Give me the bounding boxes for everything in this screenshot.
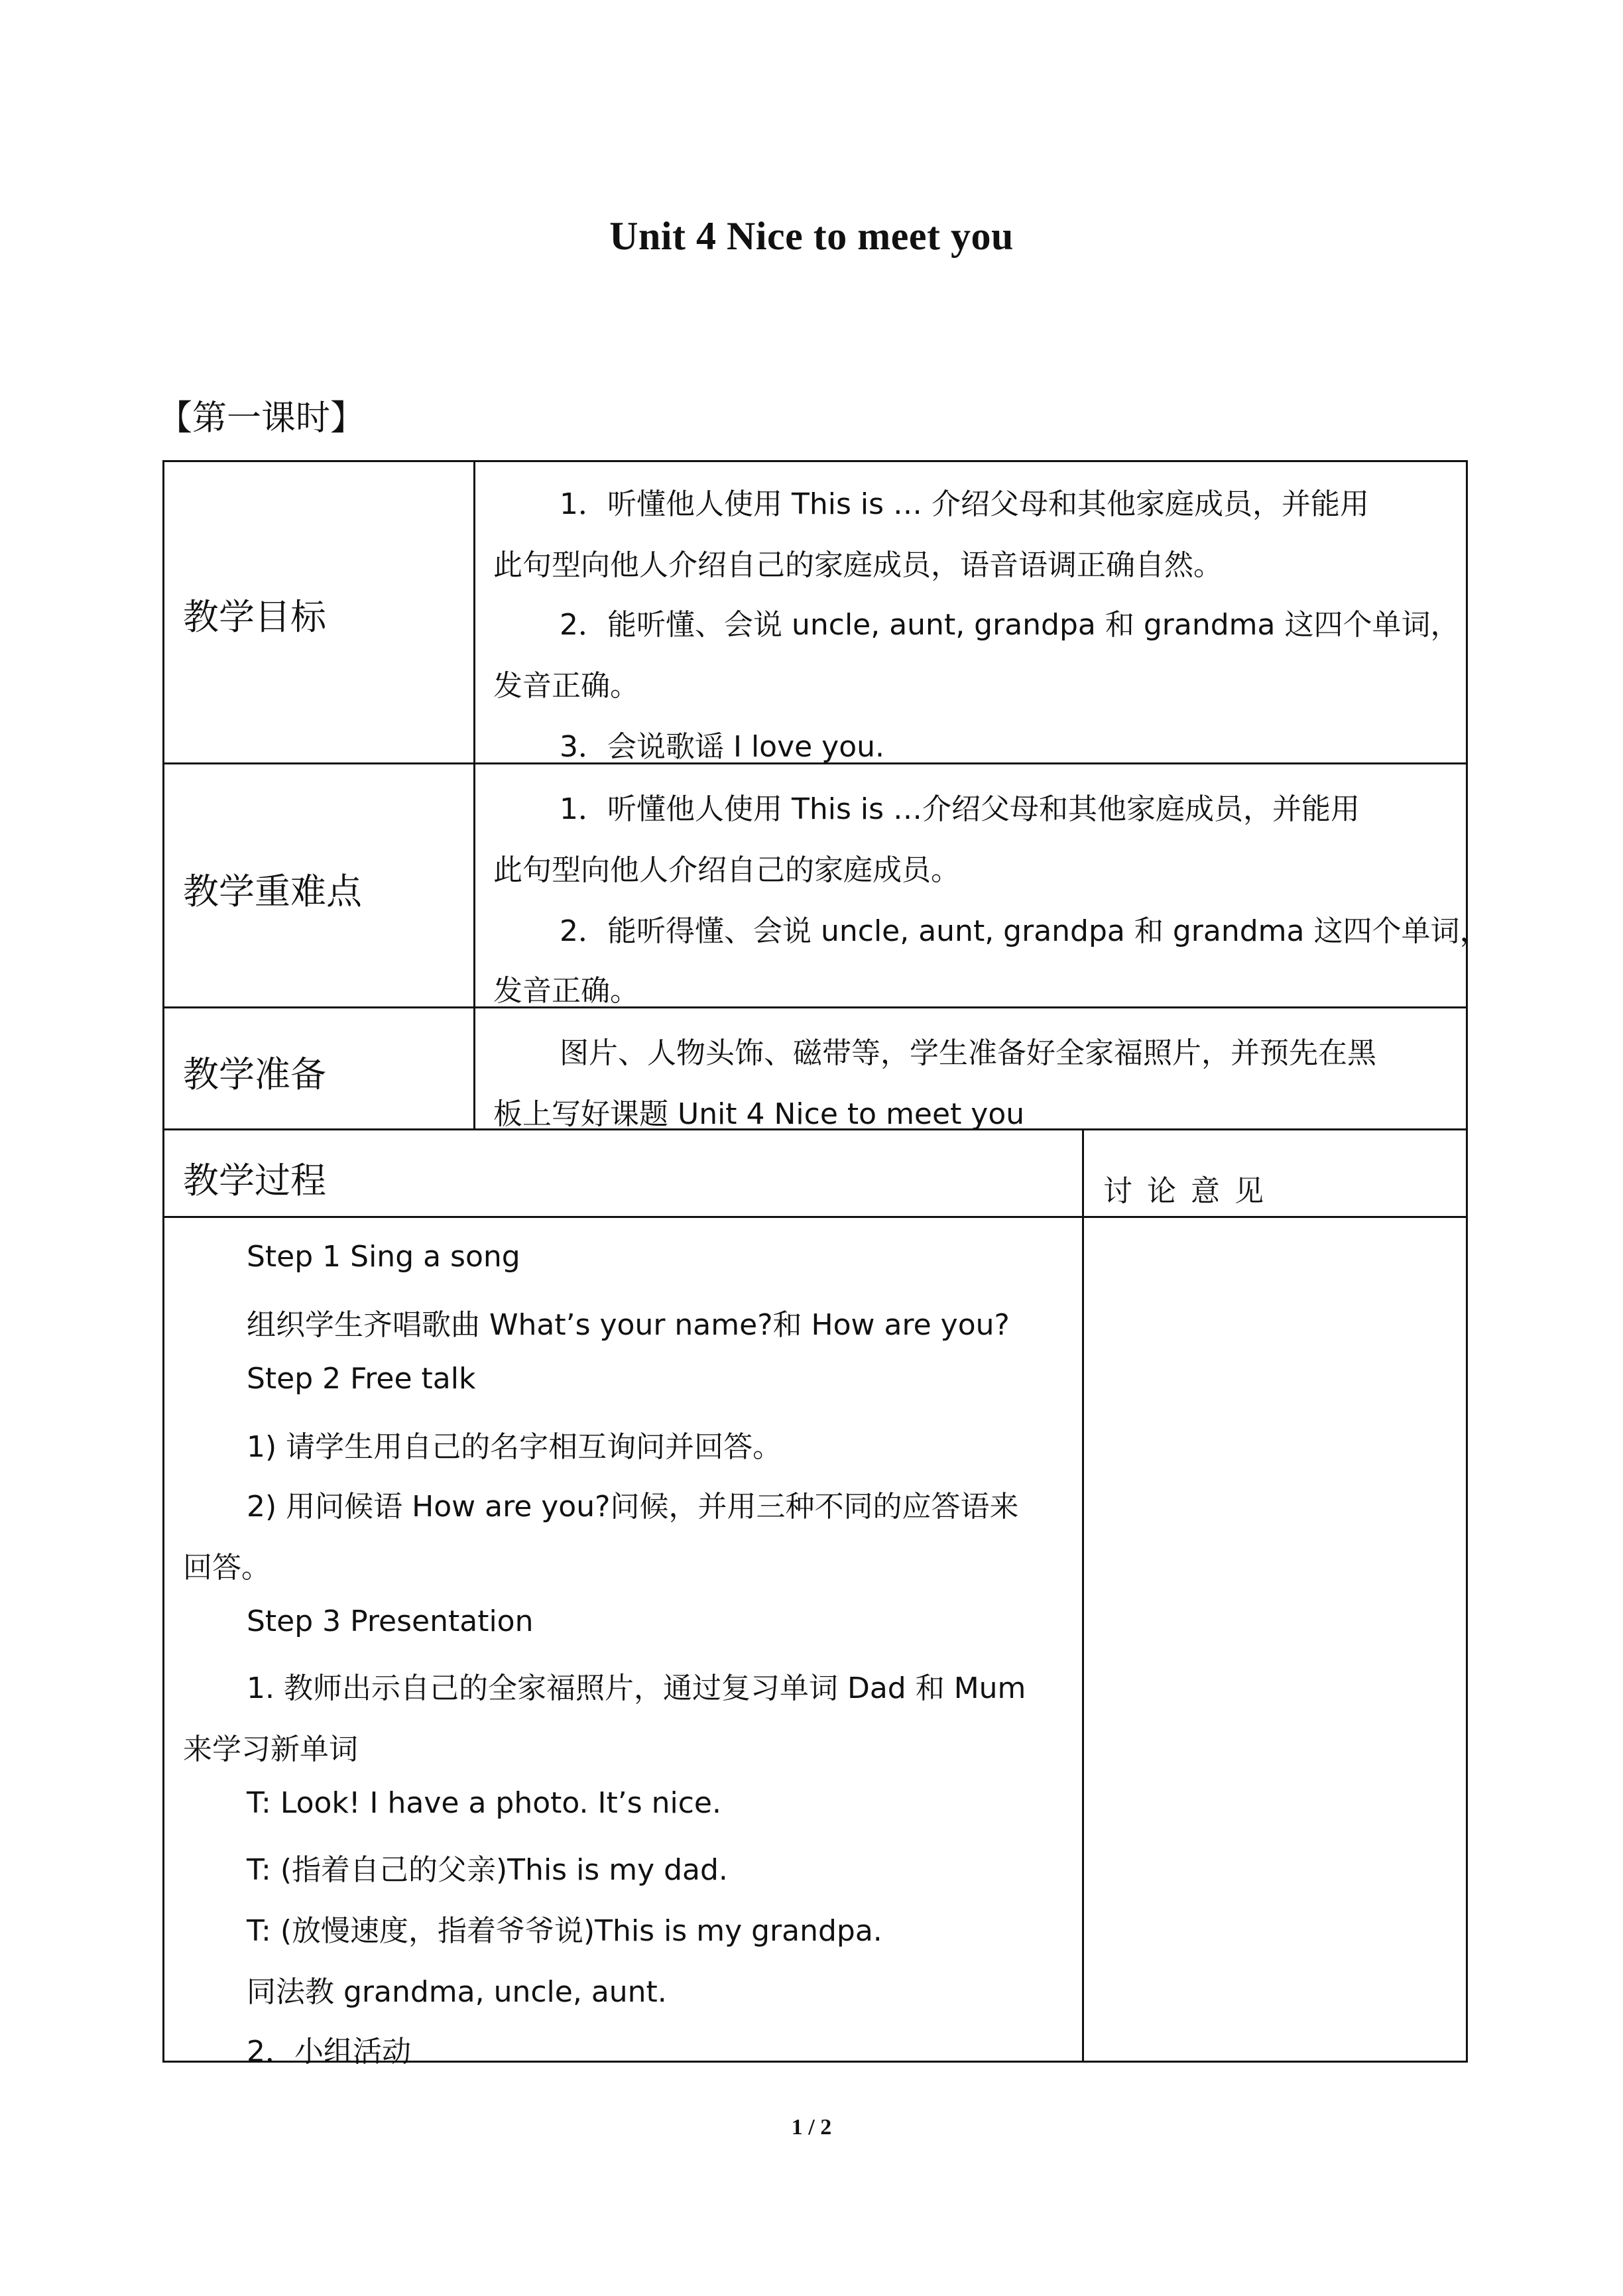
preparation-label: 教学准备 — [183, 1054, 326, 1095]
process-line: T: (指着自己的父亲)This is my dad. — [247, 1853, 728, 1887]
process-line: 1) 请学生用自己的名字相互询问并回答。 — [247, 1430, 782, 1464]
label-column-divider — [473, 460, 475, 1130]
objectives-line: 3．会说歌谣 I love you. — [560, 730, 885, 764]
process-line: Step 3 Presentation — [247, 1604, 534, 1638]
process-line: Step 1 Sing a song — [247, 1240, 520, 1274]
discussion-label: 讨论意见 — [1103, 1174, 1278, 1208]
table-border-top — [162, 460, 1468, 462]
process-line: 同法教 grandma, uncle, aunt. — [247, 1975, 667, 2009]
discussion-column-divider — [1082, 1128, 1084, 2063]
keypoints-line: 发音正确。 — [493, 974, 639, 1008]
process-line: T: Look! I have a photo. It’s nice. — [247, 1786, 721, 1820]
table-border-left — [162, 460, 164, 2063]
process-line: T: (放慢速度，指着爷爷说)This is my grandpa. — [247, 1914, 882, 1948]
preparation-line: 板上写好课题 Unit 4 Nice to meet you — [493, 1097, 1025, 1131]
process-line: 2) 用问候语 How are you?问候，并用三种不同的应答语来 — [247, 1490, 1019, 1524]
objectives-line: 此句型向他人介绍自己的家庭成员，语音语调正确自然。 — [493, 548, 1223, 582]
process-line: 1. 教师出示自己的全家福照片，通过复习单词 Dad 和 Mum — [247, 1671, 1026, 1705]
page-indicator: 1 / 2 — [791, 2115, 832, 2140]
process-line: 来学习新单词 — [183, 1732, 358, 1766]
keypoints-line: 2．能听得懂、会说 uncle, aunt, grandpa 和 grandma 这四个单词， — [560, 914, 1489, 948]
objectives-line: 2．能听懂、会说 uncle, aunt, grandpa 和 grandma 这四个单词， — [560, 608, 1460, 642]
keypoints-line: 1．听懂他人使用 This is …介绍父母和其他家庭成员，并能用 — [560, 792, 1360, 826]
objectives-label: 教学目标 — [183, 596, 326, 638]
row-divider-keypoints — [162, 1006, 1468, 1008]
process-line: 组织学生齐唱歌曲 What’s your name?和 How are you? — [247, 1308, 1010, 1342]
row-divider-process-header — [162, 1216, 1468, 1218]
process-line: 2．小组活动 — [247, 2035, 411, 2069]
preparation-line: 图片、人物头饰、磁带等，学生准备好全家福照片，并预先在黑 — [560, 1036, 1376, 1070]
process-line: 回答。 — [183, 1551, 270, 1585]
process-label: 教学过程 — [183, 1160, 326, 1201]
objectives-line: 发音正确。 — [493, 669, 639, 703]
keypoints-line: 此句型向他人介绍自己的家庭成员。 — [493, 853, 960, 887]
lesson-label: 【第一课时】 — [158, 398, 365, 438]
table-border-right — [1466, 460, 1468, 2063]
process-line: Step 2 Free talk — [247, 1362, 476, 1396]
document-title: Unit 4 Nice to meet you — [609, 214, 1014, 258]
objectives-line: 1．听懂他人使用 This is … 介绍父母和其他家庭成员，并能用 — [560, 487, 1369, 521]
keypoints-label: 教学重难点 — [183, 871, 362, 912]
